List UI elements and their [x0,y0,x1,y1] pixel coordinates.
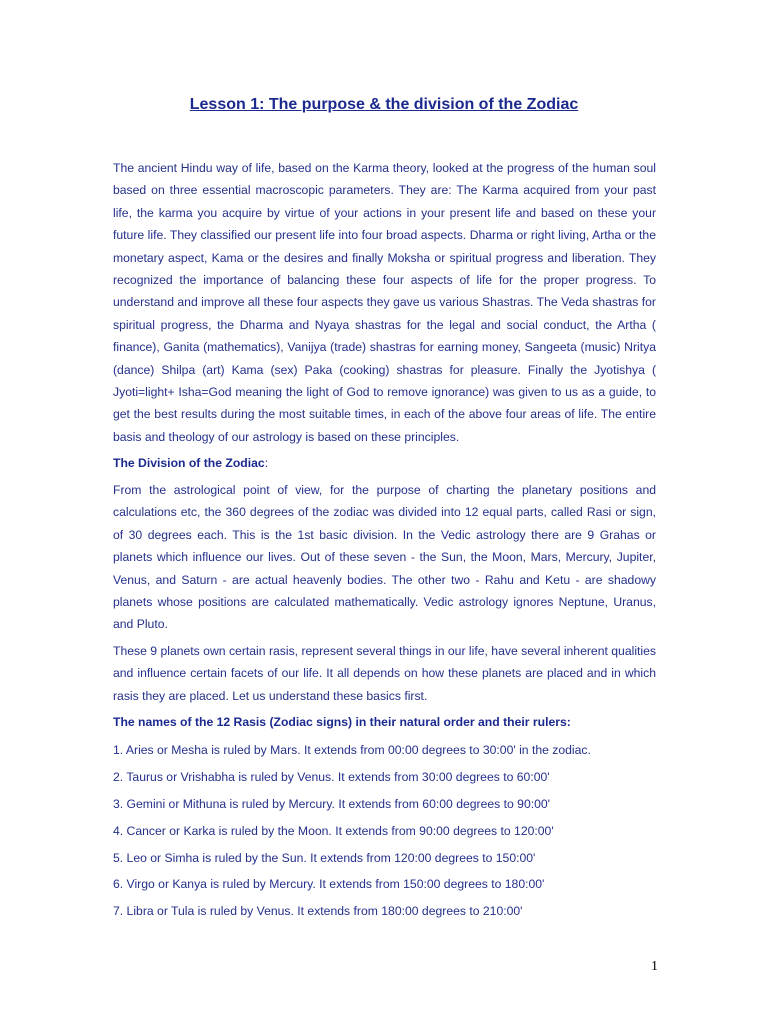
rasis-heading: The names of the 12 Rasis (Zodiac signs) in their natural order and their rulers: [113,715,571,729]
page-number: 1 [651,959,658,974]
division-heading-text: The Division of the Zodiac [113,456,265,470]
intro-paragraph: The ancient Hindu way of life, based on the Karma theory, looked at the progress of the human soul based on three essential macroscopic parameters. They are: The Karma acquired from your past life, the karma you acquire by virtue of your actions in your present life and based on these your future life. They classified our present life into four broad aspects. Dharma or right living, Artha or the monetary aspect, Kama or the desires and finally Moksha or spiritual progress and liberation. They recognized the importance of balancing these four aspects of life for the proper progress. To understand and improve all these four aspects they gave us various Shastras. The Veda shastras for spiritual progress, the Dharma and Nyaya shastras for the legal and social conduct, the Artha ( finance), Ganita (mathematics), Vanijya (trade) shastras for earning money, Sangeeta (music) Nritya (dance) Shilpa (art) Kama (sex) Paka (cooking) shastras for pleasure. Finally the Jyotishya ( Jyoti=light+ Isha=God meaning the light of God to remove ignorance) was given to us as a guide, to get the best results during the most suitable times, in each of the above four areas of life. The entire basis and theology of our astrology is based on these principles. [113,161,656,444]
rasis-list [113,740,656,928]
page-title: Lesson 1: The purpose & the division of the Zodiac [189,96,579,113]
list-item: 5. Leo or Simha is ruled by the Sun. It extends from 120:00 degrees to 150:00' [113,850,536,865]
division-paragraph: From the astrological point of view, for the purpose of charting the planetary positions and calculations etc, the 360 degrees of the zodiac was divided into 12 equal parts, called Rasi or sign, of 30 degrees each. This is the 1st basic division. In the Vedic astrology there are 9 Grahas or planets which influence our lives. Out of these seven - the Sun, the Moon, Mars, Mercury, Jupiter, Venus, and Saturn - are actual heavenly bodies. The other two - Rahu and Ketu - are shadowy planets whose positions are calculated mathematically. Vedic astrology ignores Neptune, Uranus, and Pluto. [113,483,656,632]
division-heading-colon: : [264,456,269,470]
planets-paragraph: These 9 planets own certain rasis, represent several things in our life, have several inherent qualities and influence certain facets of our life. It all depends on how these planets are placed and in which rasis they are placed. Let us understand these basics first. [113,644,656,703]
list-item: 1. Aries or Mesha is ruled by Mars. It extends from 00:00 degrees to 30:00' in the zodiac. [113,743,591,757]
list-item: 2. Taurus or Vrishabha is ruled by Venus. It extends from 30:00 degrees to 60:00' [113,769,550,784]
list-item: 3. Gemini or Mithuna is ruled by Mercury. It extends from 60:00 degrees to 90:00' [113,796,550,811]
list-item: 6. Virgo or Kanya is ruled by Mercury. It extends from 150:00 degrees to 180:00' [113,877,545,892]
list-item: 4. Cancer or Karka is ruled by the Moon. It extends from 90:00 degrees to 120:00' [113,823,554,838]
division-heading [113,453,656,473]
list-item: 7. Libra or Tula is ruled by Venus. It extends from 180:00 degrees to 210:00' [113,904,523,919]
